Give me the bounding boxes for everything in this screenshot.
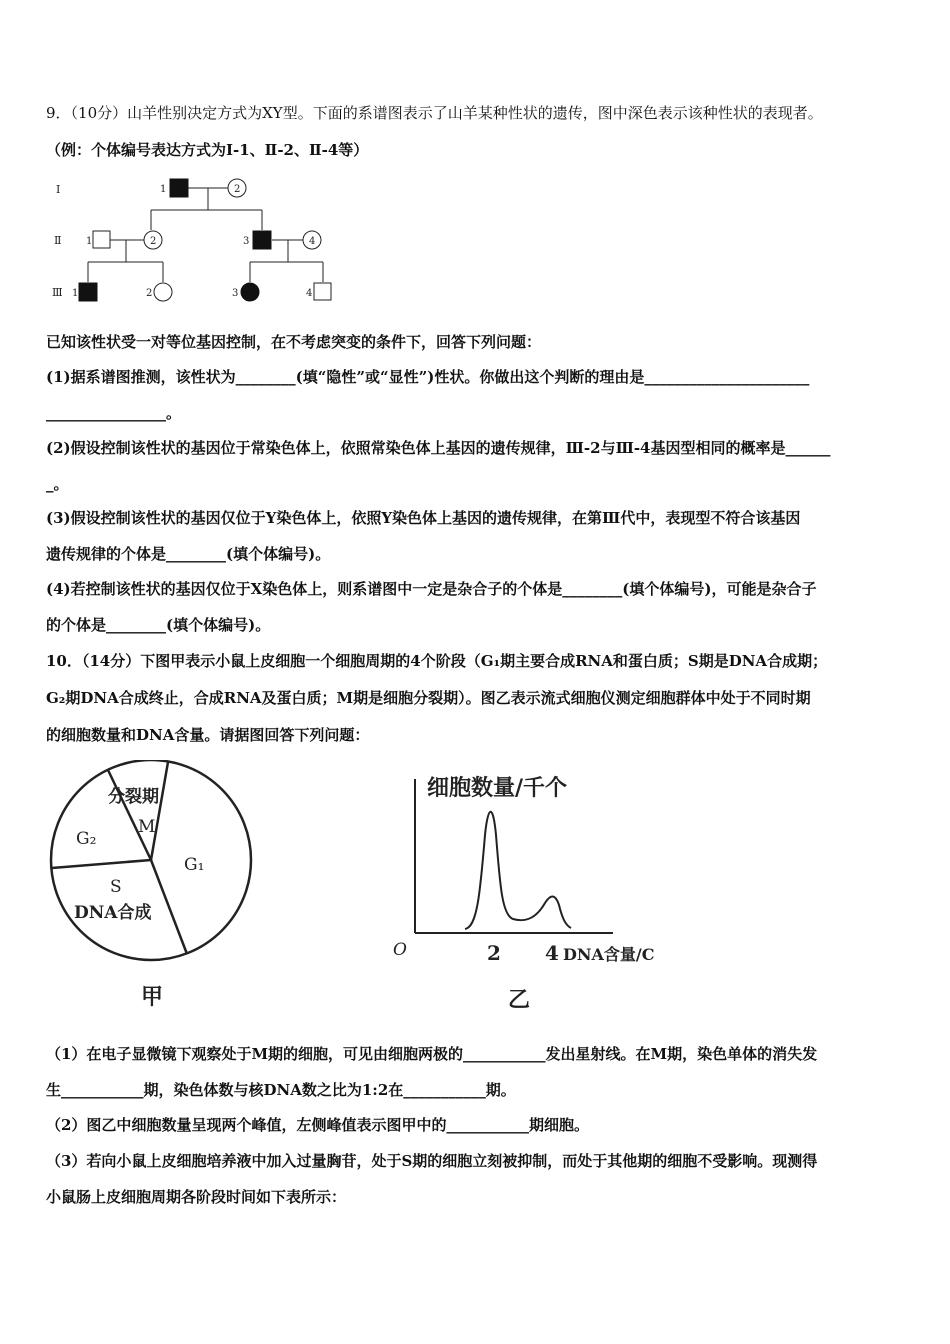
q9-intro: 已知该性状受一对等位基因控制，在不考虑突变的条件下，回答下列问题： [46,333,542,351]
figure-yi-caption: 乙 [508,987,531,1013]
q9-part3-line2: 遗传规律的个体是________(填个体编号)。 [46,545,331,563]
ind-III-3-label: 3 [232,288,239,299]
q10-part3-line1: （3）若向小鼠上皮细胞培养液中加入过量胸苷，处于S期的细胞立刻被抑制，而处于其他期的细胞不受影响。现测得 [46,1152,818,1170]
ind-I-1 [170,179,188,197]
q10-part1-line2: 生___________期，染色体数与核DNA数之比为1:2在___________期。 [46,1081,516,1099]
q9-part4-line1: (4)若控制该性状的基因仅位于X染色体上，则系谱图中一定是杂合子的个体是________(填个体编号)，可能是杂合子 [46,580,817,598]
ind-II-1-label: 1 [86,236,93,247]
dna-content-chart [385,765,705,1015]
ind-III-2 [154,283,172,301]
cell-cycle-pie-figure [46,760,266,1015]
ind-III-2-label: 2 [146,288,153,299]
distribution-curve [465,812,571,929]
q10-part1-line1: （1）在电子显微镜下观察处于M期的细胞，可见由细胞两极的___________发出星射线。在M期，染色单体的消失发 [46,1045,818,1063]
q9-title: 9．（10分）山羊性别决定方式为XY型。下面的系谱图表示了山羊某种性状的遗传，图中深色表示该种性状的表现者。 [46,104,823,122]
ind-II-1 [93,231,110,248]
q10-line1: 10．（14分）下图甲表示小鼠上皮细胞一个细胞周期的4个阶段（G₁期主要合成RNA和蛋白质；S期是DNA合成期； [46,652,828,670]
chart-origin: O [393,940,407,960]
ind-II-4-label: 4 [309,236,316,247]
ind-III-4 [314,283,331,300]
q10-line2: G₂期DNA合成终止，合成RNA及蛋白质；M期是细胞分裂期）。图乙表示流式细胞仪测定细胞群体中处于不同时期 [46,689,811,707]
phase-g1-label: G₁ [184,855,205,875]
x-tick-4: 4 [545,941,559,965]
q10-part3-line2: 小鼠肠上皮细胞周期各阶段时间如下表所示： [46,1188,347,1206]
ind-III-1-label: 1 [72,288,79,299]
q9-part2-line2: _。 [46,475,69,493]
ind-I-2-label: 2 [234,184,241,195]
q10-line3: 的细胞数量和DNA含量。请据图回答下列问题： [46,726,370,744]
chart-x-label: DNA含量/C [563,945,655,964]
ind-II-3-label: 3 [243,236,250,247]
q9-part2-line1: (2)假设控制该性状的基因位于常染色体上，依照常染色体上基因的遗传规律，Ⅲ-2与Ⅲ-4基因型相同的概率是______ [46,439,831,457]
ind-III-3 [241,283,259,301]
gen-label-2: Ⅱ [54,234,62,247]
q9-part1-line2: ________________。 [46,404,182,422]
phase-g2-label: G₂ [76,829,97,849]
ind-II-2-label: 2 [150,236,157,247]
ind-II-3 [253,231,271,249]
q9-part3-line1: (3)假设控制该性状的基因仅位于Y染色体上，依照Y染色体上基因的遗传规律，在第Ⅲ代中，表现型不符合该基因 [46,509,801,527]
figure-jia-caption: 甲 [141,984,164,1010]
phase-s-label-1: S [110,877,122,897]
x-tick-2: 2 [487,941,501,965]
chart-y-label: 细胞数量/千个 [427,775,568,801]
q9-part1-line1: (1)据系谱图推测，该性状为________(填“隐性”或“显性”)性状。你做出这个判断的理由是______________________ [46,368,810,386]
q9-part4-line2: 的个体是________(填个体编号)。 [46,616,271,634]
ind-I-1-label: 1 [160,184,167,195]
ind-III-4-label: 4 [306,288,313,299]
phase-s-label-2: DNA合成 [74,903,152,923]
gen-label-3: Ⅲ [52,286,63,299]
q10-part2: （2）图乙中细胞数量呈现两个峰值，左侧峰值表示图甲中的___________期细胞。 [46,1116,589,1134]
gen-label-1: Ⅰ [56,183,61,196]
phase-m-label-1: 分裂期 [108,787,159,807]
phase-m-label-2: M [138,817,156,837]
q9-example: （例：个体编号表达方式为Ⅰ-1、Ⅱ-2、Ⅱ-4等） [46,141,369,159]
pedigree-chart [46,170,346,310]
ind-III-1 [79,283,97,301]
